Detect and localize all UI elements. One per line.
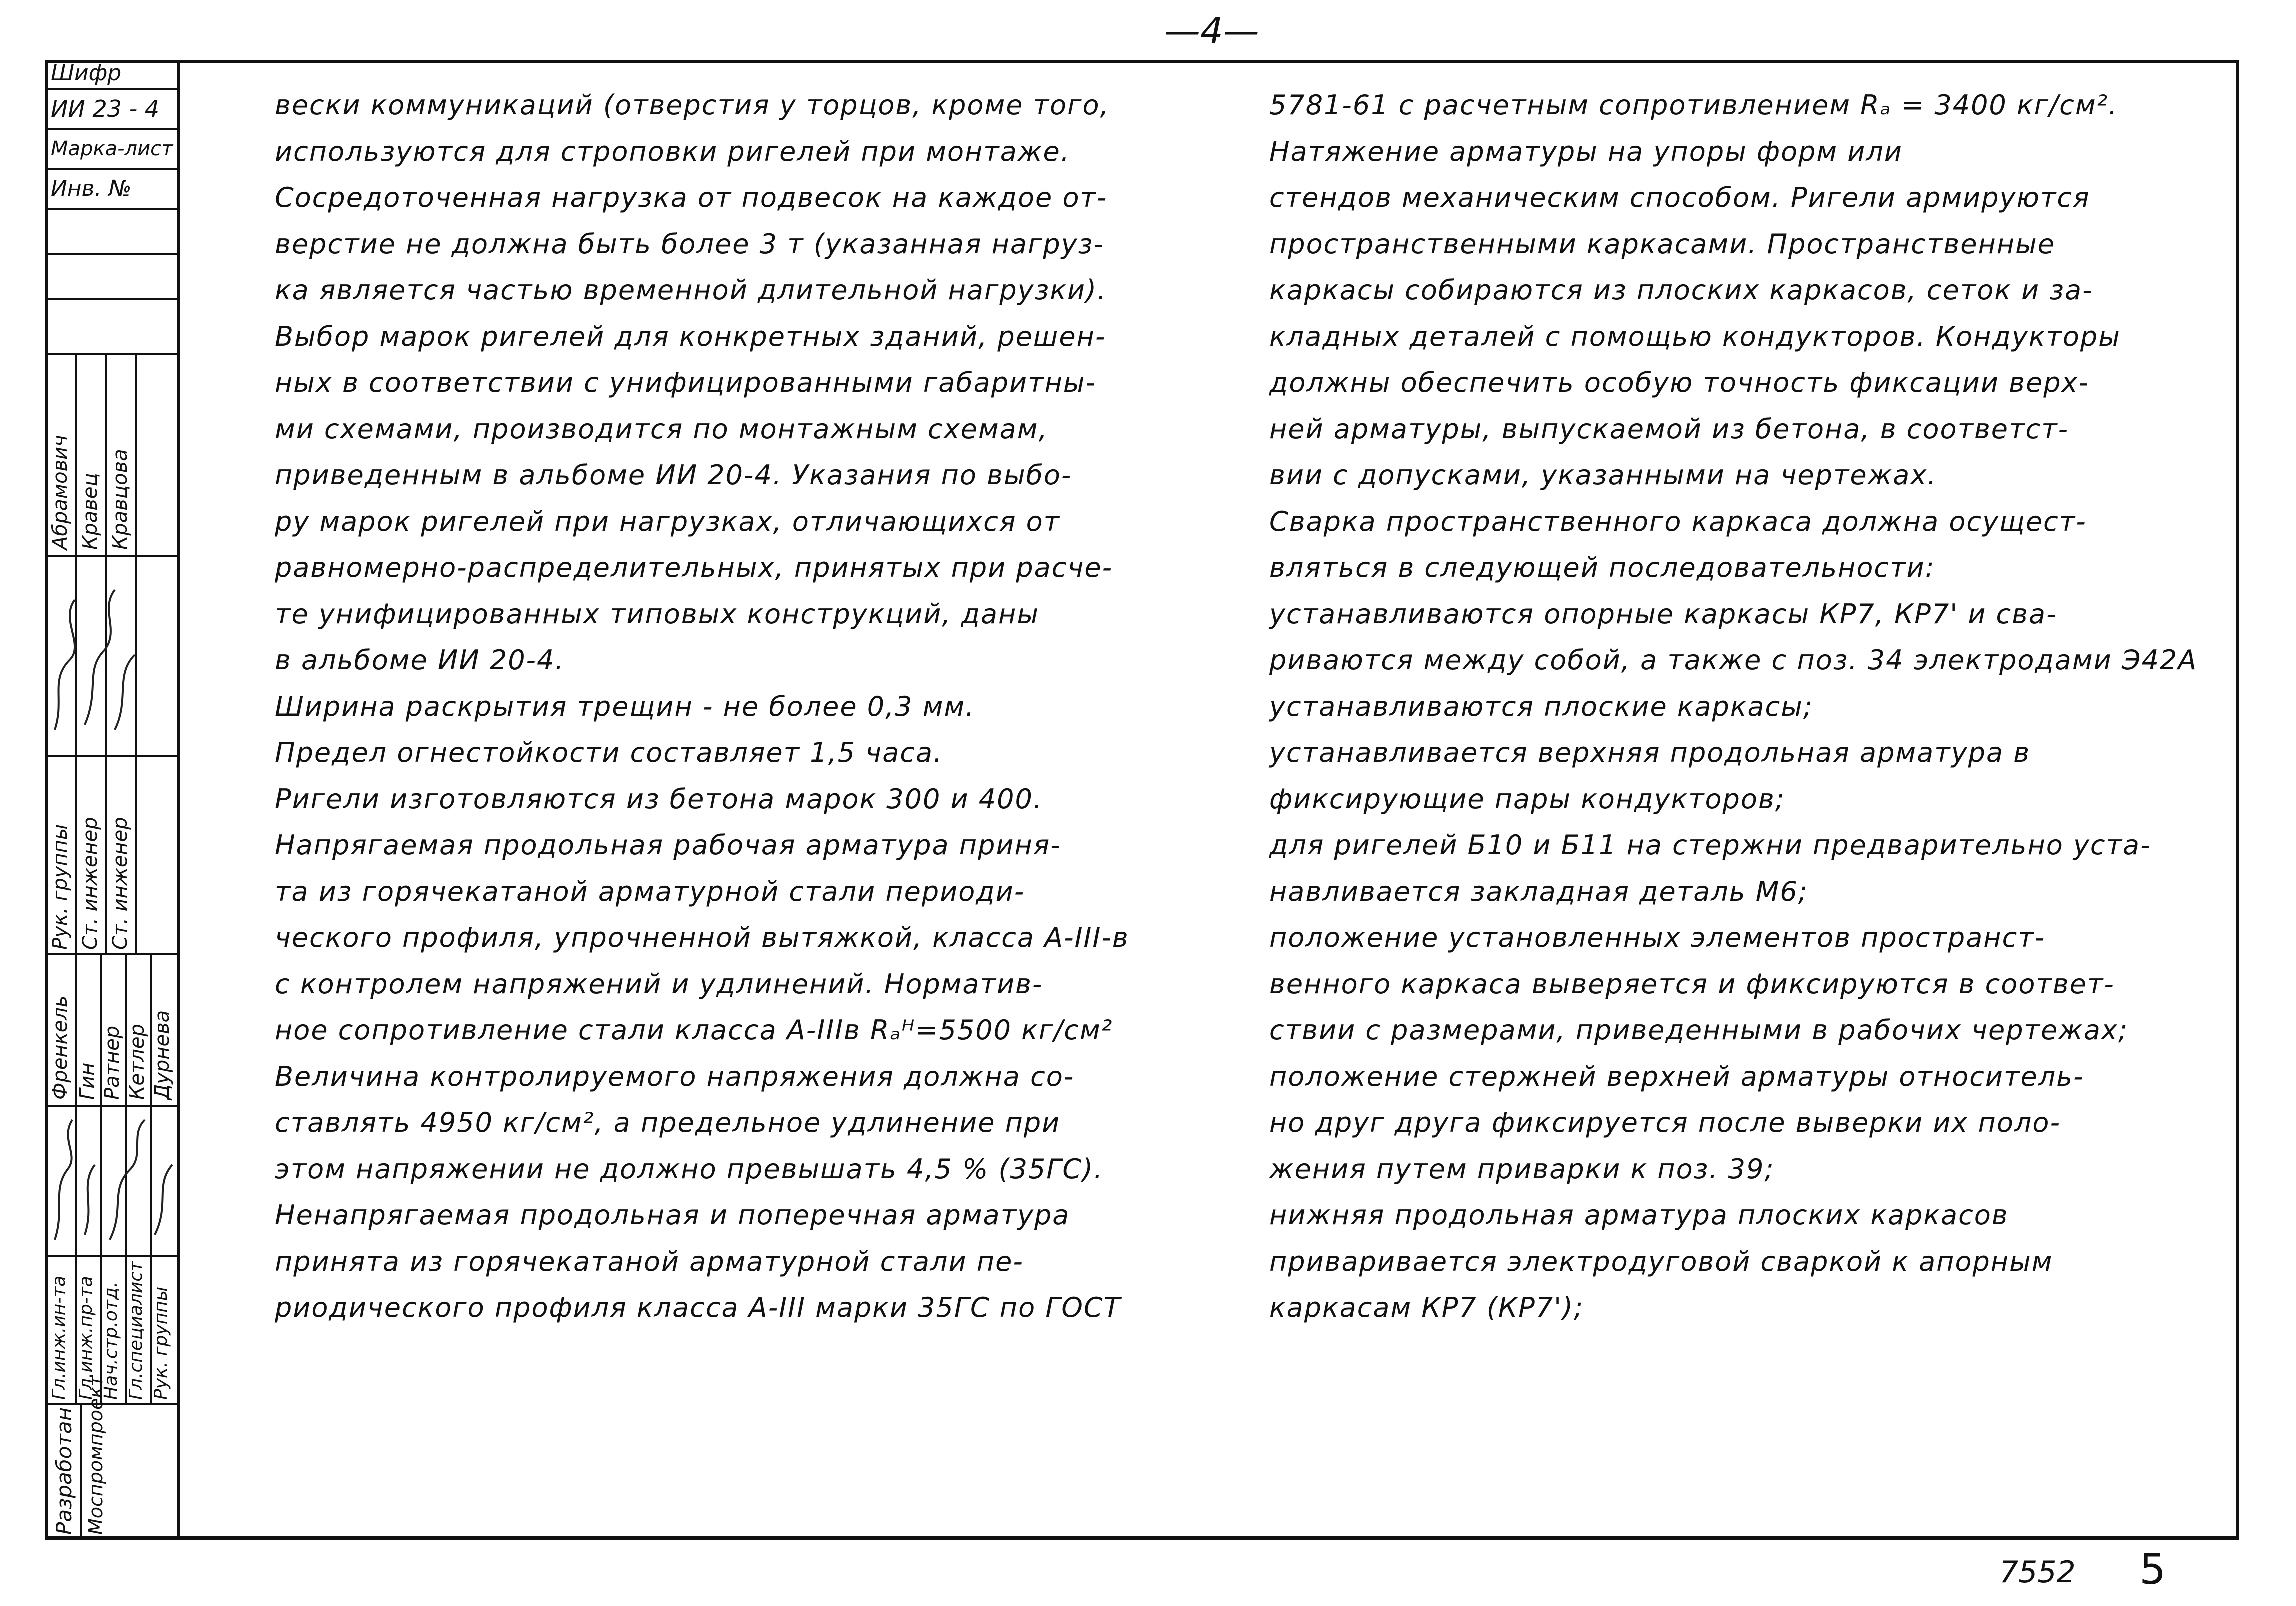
text-line: Сварка пространственного каркаса должна осущест- bbox=[1269, 505, 2087, 537]
text-line: Сосредоточенная нагрузка от подвесок на каждое от- bbox=[275, 182, 1108, 213]
text-line: в альбоме ИИ 20-4. bbox=[275, 644, 565, 676]
text-line: используются для строповки ригелей при монтаже. bbox=[275, 135, 1070, 167]
name-kravets: Кравец bbox=[79, 473, 102, 550]
text-line: венного каркаса выверяется и фиксируются в соответ- bbox=[1269, 968, 2115, 1000]
inv-label: Инв. № bbox=[45, 170, 180, 210]
text-line: ствии с размерами, приведенными в рабочих чертежах; bbox=[1269, 1014, 2129, 1046]
text-line: для ригелей Б10 и Б11 на стержни предварительно уста- bbox=[1269, 829, 2151, 861]
text-line: этом напряжении не должно превышать 4,5 % (35ГС). bbox=[275, 1153, 1104, 1185]
text-line: приведенным в альбоме ИИ 20-4. Указания по выбо- bbox=[275, 459, 1072, 491]
text-line: приваривается электродуговой сваркой к апорным bbox=[1269, 1245, 2053, 1277]
organization-label: Моспромпроект bbox=[85, 1375, 107, 1535]
name-ratner: Ратнер bbox=[101, 1025, 124, 1100]
text-line: ных в соответствии с унифицированными габаритны- bbox=[275, 367, 1097, 398]
text-line: положение стержней верхней арматуры относитель- bbox=[1269, 1060, 2084, 1092]
role-head-department: Нач.стр.отд. bbox=[101, 1281, 121, 1400]
text-line: Величина контролируемого напряжения должна со- bbox=[275, 1060, 1075, 1092]
text-line: те унифицированных типовых конструкций, даны bbox=[275, 598, 1039, 630]
text-line: риваются между собой, а также с поз. 34 электродами Э42А bbox=[1269, 644, 2198, 676]
stamp-empty-cell bbox=[45, 300, 180, 355]
mark-sheet-label: Марка-лист bbox=[45, 130, 180, 170]
text-line: положение установленных элементов пространст- bbox=[1269, 922, 2046, 953]
name-ketler: Кетлер bbox=[126, 1024, 149, 1100]
text-line: фиксирующие пары кондукторов; bbox=[1269, 783, 1785, 815]
text-line: каркасам КР7 (КР7'); bbox=[1269, 1292, 1584, 1323]
text-line: Ширина раскрытия трещин - не более 0,3 мм. bbox=[275, 690, 975, 722]
text-line: 5781-61 с расчетным сопротивлением Rₐ = 3400 кг/см². bbox=[1269, 89, 2118, 121]
signature-mark bbox=[45, 560, 145, 750]
role-senior-engineer: Ст. инженер bbox=[79, 817, 102, 950]
name-abramovich: Абрамович bbox=[49, 435, 72, 550]
role-chief-engineer-institute: Гл.инж.ин-та bbox=[49, 1275, 69, 1400]
text-line: Натяжение арматуры на упоры форм или bbox=[1269, 135, 1903, 167]
text-line: ми схемами, производится по монтажным схемам, bbox=[275, 413, 1048, 445]
text-line: ческого профиля, упрочненной вытяжкой, класса А-III-в bbox=[275, 922, 1129, 953]
text-line: каркасы собираются из плоских каркасов, сеток и за- bbox=[1269, 274, 2093, 306]
role-chief-specialist: Гл.специалист bbox=[126, 1261, 146, 1400]
text-line: Ригели изготовляются из бетона марок 300 и 400. bbox=[275, 783, 1043, 815]
text-line: равномерно-распределительных, принятых при расче- bbox=[275, 552, 1113, 583]
text-line: та из горячекатаной арматурной стали периоди- bbox=[275, 875, 1025, 907]
text-line: должны обеспечить особую точность фиксации верх- bbox=[1269, 367, 2089, 398]
text-line: с контролем напряжений и удлинений. Норматив- bbox=[275, 968, 1043, 1000]
name-durneva: Дурнева bbox=[151, 1010, 174, 1100]
name-gin: Гин bbox=[76, 1062, 99, 1100]
role-senior-engineer-2: Ст. инженер bbox=[109, 817, 132, 950]
role-group-lead-2: Рук. группы bbox=[151, 1286, 171, 1400]
text-line: Предел огнестойкости составляет 1,5 часа. bbox=[275, 737, 943, 768]
stamp-block bbox=[45, 60, 180, 1540]
text-line: устанавливается верхняя продольная арматура в bbox=[1269, 737, 2031, 768]
text-line: ное сопротивление стали класса А-IIIв Rₐᴴ=5500 кг/см² bbox=[275, 1014, 1113, 1046]
document-code: 7552 bbox=[1999, 1555, 2076, 1590]
signature-block-top bbox=[45, 355, 180, 955]
developer-block bbox=[45, 1375, 180, 1540]
text-line: навливается закладная деталь М6; bbox=[1269, 875, 1808, 907]
text-line: Ненапрягаемая продольная и поперечная арматура bbox=[275, 1199, 1070, 1231]
text-line: вии с допусками, указанными на чертежах. bbox=[1269, 459, 1937, 491]
text-line: вляться в следующей последовательности: bbox=[1269, 552, 1935, 583]
text-line: вески коммуникаций (отверстия у торцов, кроме того, bbox=[275, 89, 1110, 121]
signature-mark bbox=[45, 1110, 180, 1250]
text-line: но друг друга фиксируется после выверки их поло- bbox=[1269, 1107, 2061, 1138]
text-line: кладных деталей с помощью кондукторов. Кондукторы bbox=[1269, 320, 2121, 352]
text-line: устанавливаются плоские каркасы; bbox=[1269, 690, 1814, 722]
name-kravtsova: Кравцова bbox=[109, 449, 132, 550]
text-line: ней арматуры, выпускаемой из бетона, в соответст- bbox=[1269, 413, 2069, 445]
stamp-empty-cell bbox=[45, 210, 180, 255]
text-column-left bbox=[275, 82, 1129, 1331]
text-line: ка является частью временной длительной нагрузки). bbox=[275, 274, 1107, 306]
text-line: риодического профиля класса А-III марки 35ГС по ГОСТ bbox=[275, 1292, 1121, 1323]
text-column-right bbox=[1269, 82, 2197, 1331]
text-line: стендов механическим способом. Ригели армируются bbox=[1269, 182, 2090, 213]
text-line: Напрягаемая продольная рабочая арматура приня- bbox=[275, 829, 1061, 861]
text-line: нижняя продольная арматура плоских каркасов bbox=[1269, 1199, 2009, 1231]
page-number: —4— bbox=[1164, 10, 1259, 52]
text-line: принята из горячекатаной арматурной стали пе- bbox=[275, 1245, 1024, 1277]
text-line: пространственными каркасами. Пространственные bbox=[1269, 228, 2055, 260]
text-line: устанавливаются опорные каркасы КР7, КР7' и сва- bbox=[1269, 598, 2057, 630]
cipher-value: ИИ 23 - 4 bbox=[45, 90, 180, 130]
signature-block-bottom bbox=[45, 955, 180, 1405]
sheet-number: 5 bbox=[2139, 1545, 2166, 1594]
stamp-empty-cell bbox=[45, 255, 180, 300]
role-group-lead: Рук. группы bbox=[49, 824, 72, 950]
name-frenkel: Френкель bbox=[49, 995, 72, 1100]
text-line: жения путем приварки к поз. 39; bbox=[1269, 1153, 1775, 1185]
text-line: Выбор марок ригелей для конкретных зданий, решен- bbox=[275, 320, 1106, 352]
text-line: ру марок ригелей при нагрузках, отличающихся от bbox=[275, 505, 1061, 537]
role-chief-engineer-project: Гл.инж.пр-та bbox=[76, 1276, 96, 1400]
developed-label: Разработан bbox=[52, 1407, 76, 1535]
text-line: верстие не должна быть более 3 т (указанная нагруз- bbox=[275, 228, 1104, 260]
text-line: ставлять 4950 кг/см², а предельное удлинение при bbox=[275, 1107, 1061, 1138]
cipher-label: Шифр bbox=[45, 60, 180, 90]
